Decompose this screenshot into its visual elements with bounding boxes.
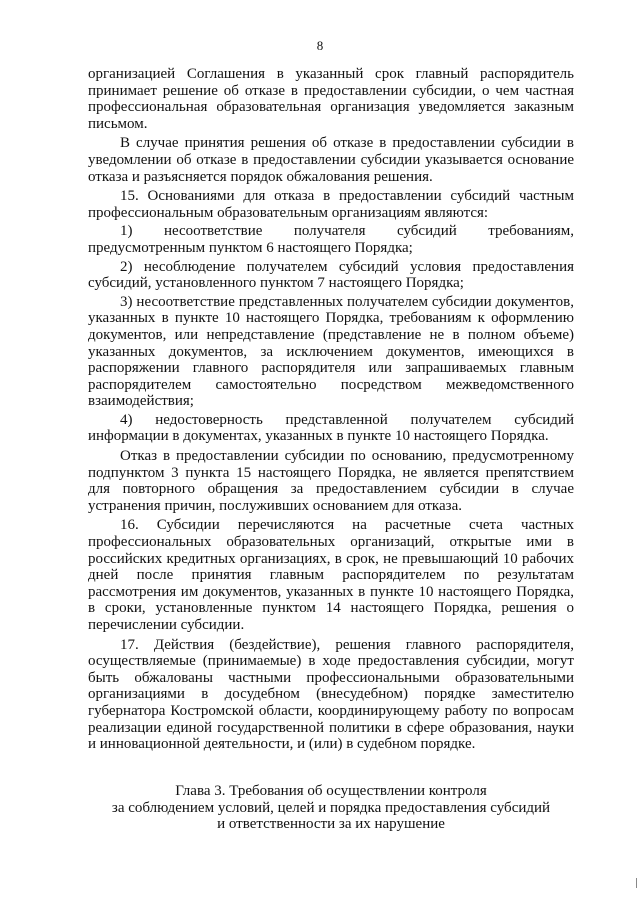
paragraph-continuation: организацией Соглашения в указанный срок главный распорядитель принимает решение об отказе в предоставлении субсидии, о чем частная профессиональная образовательная организация уведомляется заказным письмом. bbox=[88, 66, 574, 132]
paragraph-item-15-3: 3) несоответствие представленных получателем субсидии документов, указанных в пункте 10 настоящего Порядка, требованиям к оформлению документов, или непредставление (представление не в полном объеме) указанных документов, за исключением документов, имеющихся в распоряжении главного распорядителя или запрашиваемых главным распорядителем самостоятельно посредством межведомственного взаимодействия; bbox=[88, 293, 574, 410]
scan-edge-mark bbox=[636, 878, 637, 888]
chapter-heading bbox=[88, 783, 574, 833]
chapter-heading-line-2: за соблюдением условий, целей и порядка предоставления субсидий bbox=[111, 799, 551, 816]
chapter-heading-line-1: Глава 3. Требования об осуществлении контроля bbox=[175, 783, 487, 799]
body-text bbox=[88, 66, 574, 756]
paragraph-item-15: 15. Основаниями для отказа в предоставлении субсидий частным профессиональным образовательным организациям являются: bbox=[88, 188, 574, 221]
paragraph-refusal-notice: В случае принятия решения об отказе в предоставлении субсидии в уведомлении об отказе в предоставлении субсидии указывается основание отказа и разъясняется порядок обжалования решения. bbox=[88, 135, 574, 185]
chapter-heading-line-3: и ответственности за их нарушение bbox=[217, 816, 445, 833]
page-number: 8 bbox=[316, 38, 324, 53]
paragraph-item-16: 16. Субсидии перечисляются на расчетные счета частных профессиональных образовательных организаций, открытые ими в российских кредитных организациях, в срок, не превышающий 10 рабочих дней после принятия главным распорядителем по результатам рассмотрения им документов, указанных в пункте 10 настоящего Порядка, в сроки, установленные пунктом 14 настоящего Порядка, решения о перечислении субсидии. bbox=[88, 517, 574, 633]
paragraph-item-15-1: 1) несоответствие получателя субсидий требованиям, предусмотренным пунктом 6 настоящего Порядка; bbox=[88, 223, 574, 256]
paragraph-item-15-4: 4) недостоверность представленной получателем субсидий информации в документах, указанных в пункте 10 настоящего Порядка. bbox=[88, 411, 574, 445]
paragraph-refusal-repeat: Отказ в предоставлении субсидии по основанию, предусмотренному подпунктом 3 пункта 15 настоящего Порядка, не является препятствием для повторного обращения за предоставлением субсидии в случае устранения причин, послуживших основанием для отказа. bbox=[88, 448, 574, 514]
paragraph-item-17: 17. Действия (бездействие), решения главного распорядителя, осуществляемые (принимаемые) в ходе предоставления субсидии, могут быть обжалованы частными профессиональными образовательными организациями в досудебном (внесудебном) порядке заместителю губернатора Костромской области, координирующему работу по вопросам реализации единой государственной политики в сфере образования, науки и инновационной деятельности, и (или) в судебном порядке. bbox=[88, 636, 574, 753]
paragraph-item-15-2: 2) несоблюдение получателем субсидий условия предоставления субсидий, установленного пунктом 7 настоящего Порядка; bbox=[88, 258, 574, 292]
